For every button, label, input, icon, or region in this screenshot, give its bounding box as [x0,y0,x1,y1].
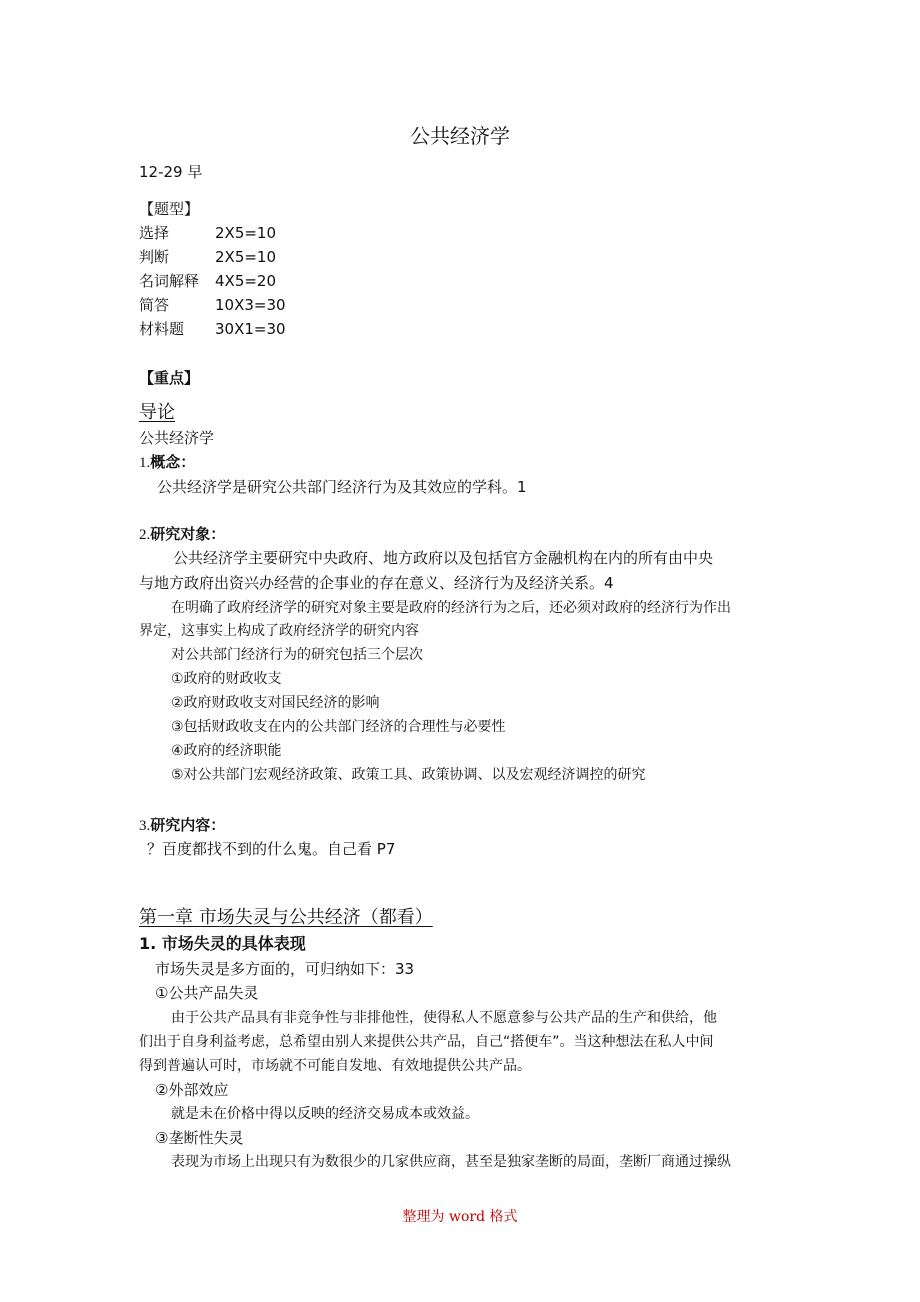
type-name: 选择 [139,224,170,242]
question-type-row [139,319,286,339]
type-score: 30X1=30 [215,320,286,338]
level-item: ④政府的经济职能 [171,743,282,759]
chapter1-summary: 市场失灵是多方面的，可归纳如下：33 [155,960,415,978]
item1-title: ①公共产品失灵 [155,984,259,1002]
level-item: ⑤对公共部门宏观经济政策、政策工具、政策协调、以及宏观经济调控的研究 [171,767,646,783]
concept-number: 1. [139,455,151,471]
question-type-row [139,223,276,243]
type-score: 2X5=10 [215,248,277,266]
date-line: 12-29 早 [139,163,203,181]
level-item: ③包括财政收支在内的公共部门经济的合理性与必要性 [171,719,506,735]
object-text-line-1: 公共经济学主要研究中央政府、地方政府以及包括官方金融机构在内的所有由中央 [173,549,714,567]
key-points-heading: 【重点】 [139,369,200,387]
object-label-text: 研究对象： [150,525,226,543]
type-name: 名词解释 [139,272,200,290]
levels-intro: 对公共部门经济行为的研究包括三个层次 [171,647,423,663]
type-name: 材料题 [139,320,185,338]
question-type-row [139,295,286,315]
concept-label [139,452,195,473]
item2-title: ②外部效应 [155,1081,229,1099]
level-item: ②政府财政收支对国民经济的影响 [171,695,380,711]
object-label [139,524,225,545]
content-text: ？百度都找不到的什么鬼。自己看 P7 [147,840,396,858]
type-name: 判断 [139,248,170,266]
item3-text: 表现为市场上出现只有为数很少的几家供应商，甚至是独家垄断的局面，垄断厂商通过操纵 [171,1154,731,1170]
content-label-text: 研究内容： [150,816,226,834]
para-line-1: 在明确了政府经济学的研究对象主要是政府的经济行为之后，还必须对政府的经济行为作出 [171,600,731,616]
object-number: 2. [139,527,151,543]
item3-title: ③垄断性失灵 [155,1129,244,1147]
document-title: 公共经济学 [410,124,510,148]
type-score: 2X5=10 [215,224,277,242]
intro-subheading: 公共经济学 [139,429,215,447]
para-line-2: 界定，这事实上构成了政府经济学的研究内容 [139,623,419,639]
question-types-heading: 【题型】 [139,200,200,218]
level-item: ①政府的财政收支 [171,671,282,687]
chapter1-heading: 第一章 市场失灵与公共经济（都看） [139,907,433,928]
question-type-row [139,271,276,291]
content-label [139,815,225,836]
content-number: 3. [139,818,151,834]
footer-watermark: 整理为 word 格式 [402,1209,518,1225]
object-text-line-2: 与地方政府出资兴办经营的企事业的存在意义、经济行为及经济关系。4 [139,574,614,592]
type-score: 10X3=30 [215,296,286,314]
concept-label-text: 概念： [150,453,196,471]
chapter1-subheading: 1. 市场失灵的具体表现 [139,934,306,953]
intro-heading: 导论 [139,402,175,423]
question-type-row [139,247,276,267]
concept-text: 公共经济学是研究公共部门经济行为及其效应的学科。1 [157,478,527,496]
item1-text-line-1: 由于公共产品具有非竞争性与非排他性，使得私人不愿意参与公共产品的生产和供给，他 [171,1010,717,1026]
type-name: 简答 [139,296,170,314]
item1-text-line-2: 们出于自身利益考虑，总希望由别人来提供公共产品，自己“搭便车”。当这种想法在私人中间 [139,1034,714,1050]
type-score: 4X5=20 [215,272,277,290]
item2-text: 就是未在价格中得以反映的经济交易成本或效益。 [171,1106,479,1122]
item1-text-line-3: 得到普遍认可时，市场就不可能自发地、有效地提供公共产品。 [139,1058,531,1074]
